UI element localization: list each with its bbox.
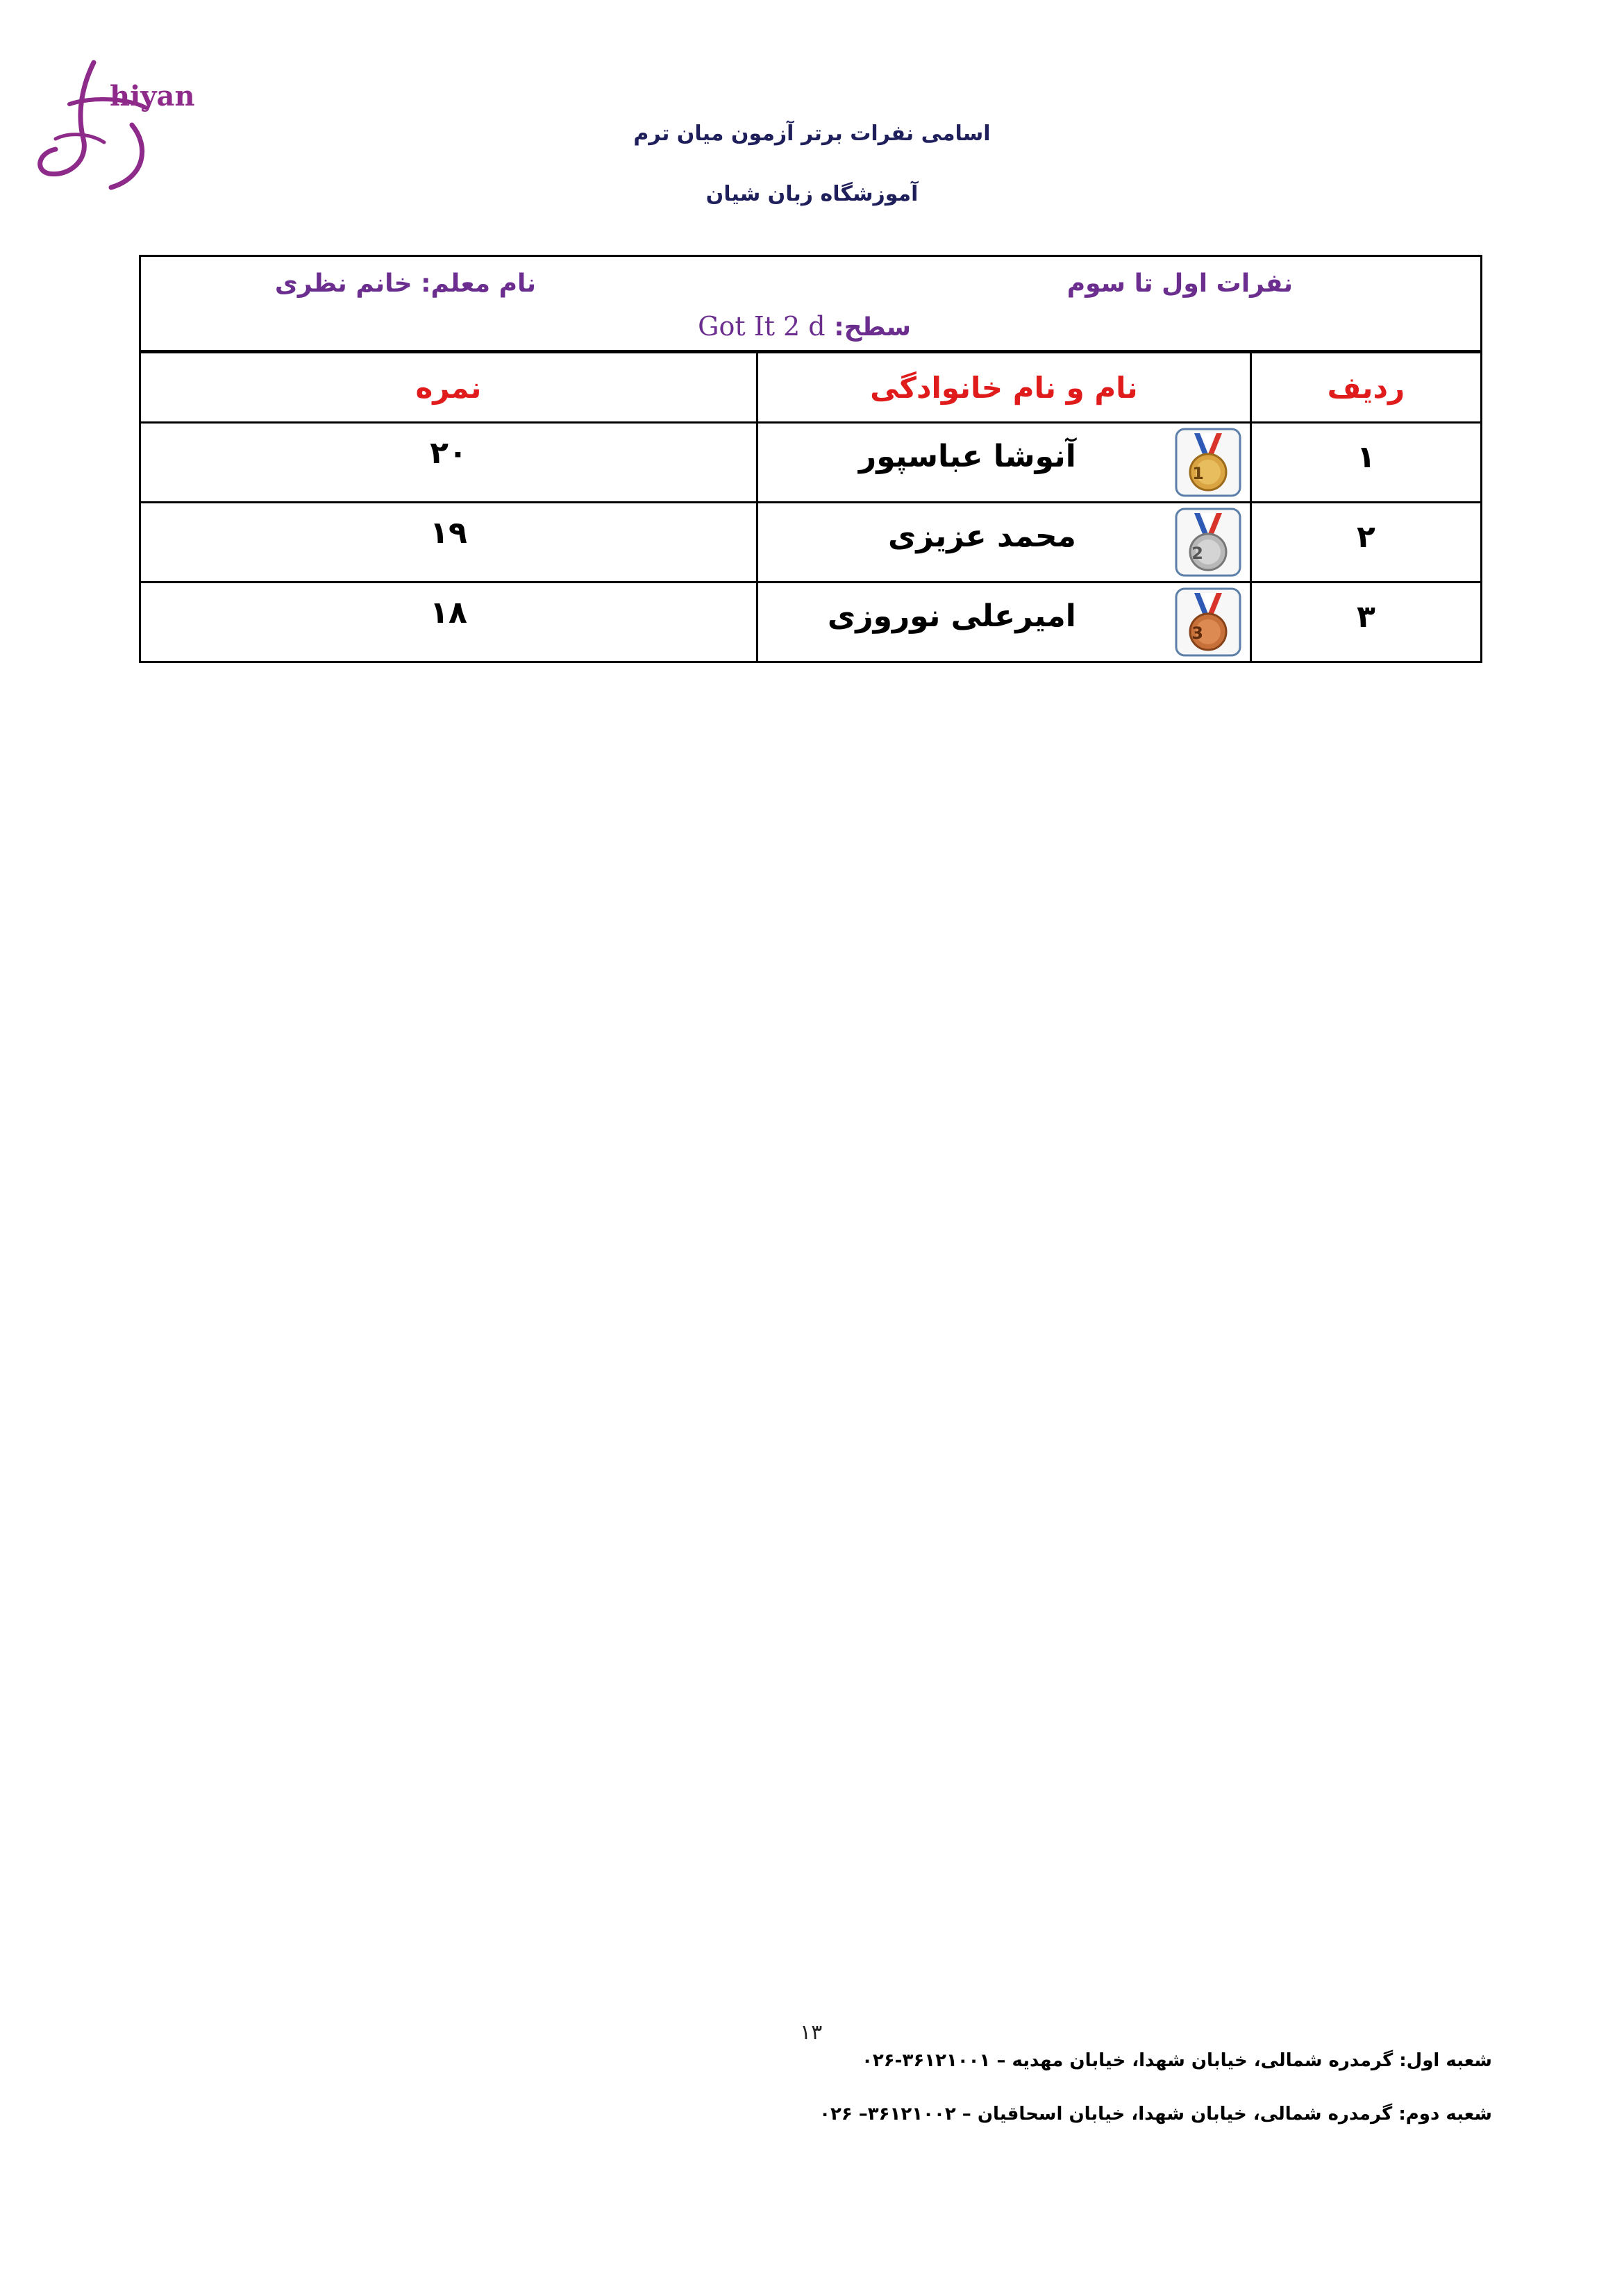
rank-cell: ۲: [1250, 503, 1481, 583]
student-name: آنوشا عباسپور: [858, 439, 1076, 474]
table-row: [140, 503, 1482, 583]
table-header-row: [140, 353, 1482, 423]
teacher-name: خانم نظری: [274, 269, 412, 298]
name-cell: [757, 423, 1250, 503]
svg-text:hiyan: hiyan: [110, 80, 195, 112]
level-label: سطح:: [834, 313, 911, 342]
branch1-address: شعبه اول: گرمدره شمالی، خیابان شهدا، خیابان مهدیه – ۳۶۱۲۱۰۰۱-۰۲۶: [862, 2050, 1492, 2071]
score-cell: ۱۹: [140, 503, 757, 583]
branch2-address: شعبه دوم: گرمدره شمالی، خیابان شهدا، خیابان اسحاقیان – ۳۶۱۲۱۰۰۲– ۰۲۶: [819, 2104, 1492, 2125]
rank-cell: ۳: [1250, 583, 1481, 662]
gold-medal-icon: [1175, 428, 1241, 497]
svg-text:1: 1: [1192, 464, 1204, 483]
svg-text:3: 3: [1191, 623, 1203, 643]
student-name: محمد عزیزی: [888, 519, 1076, 554]
teacher-label: نام معلم:: [421, 269, 536, 298]
silver-medal-icon: [1175, 508, 1241, 577]
rank-range-label: نفرات اول تا سوم: [1066, 269, 1293, 298]
student-name: امیرعلی نوروزی: [827, 598, 1076, 634]
level-value: Got It 2 d: [698, 311, 826, 342]
rank-header: ردیف: [1250, 353, 1481, 423]
top-students-table: [139, 351, 1482, 663]
bronze-medal-icon: [1175, 587, 1241, 657]
page-title: اسامی نفرات برتر آزمون میان ترم: [633, 121, 991, 146]
name-cell: [757, 503, 1250, 583]
info-box: [139, 255, 1482, 352]
page-number: ۱۳: [800, 2020, 823, 2045]
rank-cell: ۱: [1250, 423, 1481, 503]
institute-name: آموزشگاه زبان شیان: [705, 182, 919, 206]
name-cell: [757, 583, 1250, 662]
name-header: نام و نام خانوادگی: [757, 353, 1250, 423]
table-row: [140, 423, 1482, 503]
level-info: [698, 311, 911, 342]
table-row: [140, 583, 1482, 662]
score-cell: ۲۰: [140, 423, 757, 503]
teacher-info: [275, 269, 536, 298]
score-header: نمره: [140, 353, 757, 423]
score-cell: ۱۸: [140, 583, 757, 662]
svg-text:2: 2: [1191, 544, 1203, 563]
